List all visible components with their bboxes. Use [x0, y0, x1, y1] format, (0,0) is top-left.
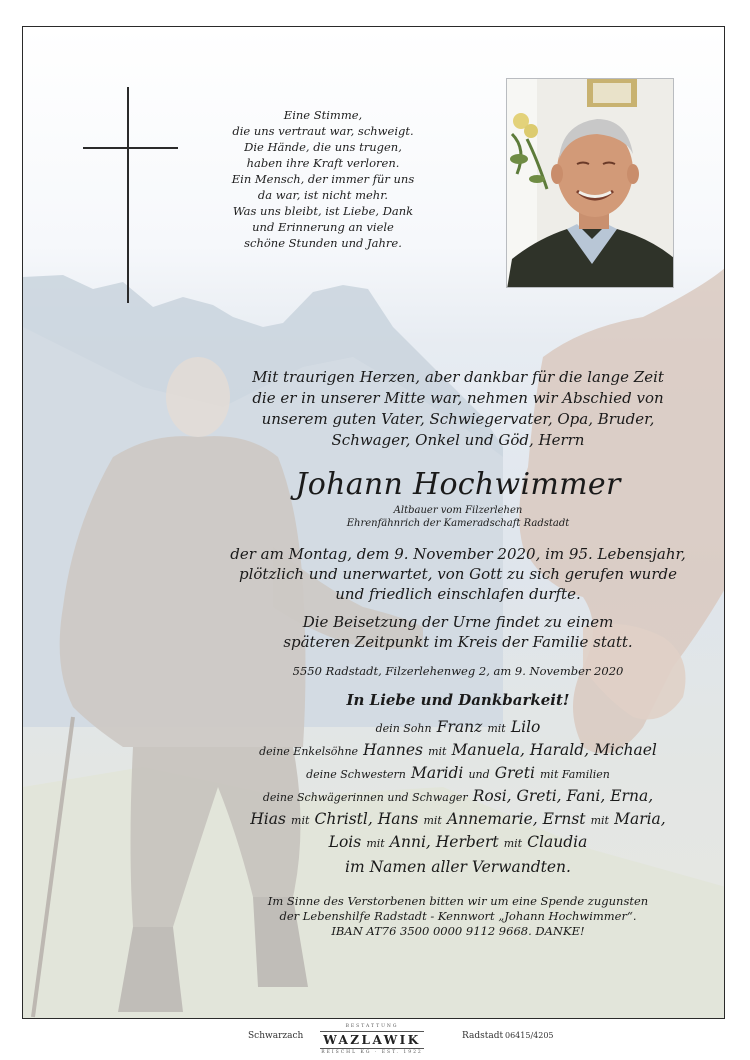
connector: mit: [503, 837, 523, 850]
funeral-home-logo: [312, 1024, 432, 1056]
place-date: 5550 Radstadt, Filzerlehenweg 2, am 9. November 2020: [292, 664, 624, 678]
poem-line: Was uns bleibt, ist Liebe, Dank: [232, 204, 414, 218]
poem-line: schöne Stunden und Jahre.: [244, 236, 402, 250]
poem-line: da war, ist nicht mehr.: [257, 188, 389, 202]
intro-line: die er in unserer Mitte war, nehmen wir Abschied von: [252, 389, 664, 407]
family-name: Lois: [328, 833, 362, 851]
intro-line: Schwager, Onkel und Göd, Herrn: [331, 431, 585, 449]
poem-line: haben ihre Kraft verloren.: [246, 156, 400, 170]
donation-line: der Lebenshilfe Radstadt - Kennwort „Johann Hochwimmer“.: [279, 909, 637, 923]
relation-label: deine Schwägerinnen und Schwager: [262, 791, 468, 804]
connector: mit: [487, 722, 506, 735]
family-name: Rosi, Greti, Fani, Erna,: [472, 787, 654, 805]
connector: mit: [428, 745, 447, 758]
family-name: Maria,: [614, 810, 666, 828]
family-row: [223, 762, 693, 785]
relation-label: deine Enkelsöhne: [259, 745, 359, 758]
connector: mit Familien: [540, 768, 610, 781]
family-name: Hias: [250, 810, 286, 828]
ear-left: [551, 164, 563, 184]
donation-line: IBAN AT76 3500 0000 9112 9668. DANKE!: [331, 924, 585, 938]
relation-label: deine Schwestern: [306, 768, 406, 781]
connector: mit: [590, 814, 609, 827]
deceased-honor: Ehrenfähnrich der Kameradschaft Radstadt: [346, 518, 570, 529]
intro-line: unserem guten Vater, Schwiegervater, Opa, Bruder,: [261, 410, 655, 428]
funeral-home-footer: [0, 1022, 750, 1060]
intro-line: Mit traurigen Herzen, aber dankbar für die lange Zeit: [252, 368, 664, 386]
urn-line: späteren Zeitpunkt im Kreis der Familie statt.: [283, 633, 633, 651]
death-line: plötzlich und unerwartet, von Gott zu sich gerufen wurde: [238, 565, 677, 583]
urn-line: Die Beisetzung der Urne findet zu einem: [302, 613, 614, 631]
man-head: [166, 357, 230, 437]
family-name: Anni, Herbert: [389, 833, 499, 851]
family-row: [223, 808, 693, 831]
connector: und: [468, 768, 490, 781]
logo-bottom-text: REISCHL KG · EST. 1922: [321, 1050, 423, 1055]
family-row: [223, 716, 693, 739]
relatives-line: im Namen aller Verwandten.: [345, 858, 571, 876]
footer-phone: 06415/4205: [505, 1031, 554, 1040]
connector: mit: [366, 837, 385, 850]
poem-line: die uns vertraut war, schweigt.: [232, 124, 414, 138]
poem-line: und Erinnerung an viele: [252, 220, 394, 234]
family-name: Annemarie, Ernst: [446, 810, 586, 828]
death-line: der am Montag, dem 9. November 2020, im 95. Lebensjahr,: [230, 545, 686, 563]
family-name: Franz: [436, 718, 483, 736]
connector: mit: [423, 814, 442, 827]
cross-vertical-bar: [127, 87, 129, 303]
urn-notice: [223, 612, 693, 652]
closing-phrase: In Liebe und Dankbarkeit!: [346, 691, 570, 709]
family-name: Manuela, Harald, Michael: [451, 741, 657, 759]
poem-line: Eine Stimme,: [283, 108, 363, 122]
footer-location-right: Radstadt: [462, 1031, 504, 1041]
donation-request: [223, 894, 693, 939]
death-line: und friedlich einschlafen durfte.: [335, 585, 581, 603]
family-name: Lilo: [510, 718, 541, 736]
family-row: [223, 785, 693, 808]
death-notice: [223, 544, 693, 604]
obituary-text: [223, 367, 693, 939]
ear-right: [627, 164, 639, 184]
family-row: [223, 739, 693, 762]
family-name: Hannes: [363, 741, 423, 759]
deceased-name: Johann Hochwimmer: [295, 467, 621, 502]
poem-line: Ein Mensch, der immer für uns: [231, 172, 415, 186]
portrait-illustration: [507, 79, 674, 288]
memorial-poem: [223, 107, 423, 251]
connector: mit: [291, 814, 310, 827]
family-name: Maridi: [410, 764, 464, 782]
donation-line: Im Sinne des Verstorbenen bitten wir um eine Spende zugunsten: [267, 894, 649, 908]
deceased-title: Altbauer vom Filzerlehen: [393, 505, 523, 516]
relation-label: dein Sohn: [375, 722, 432, 735]
family-row: [223, 831, 693, 854]
family-name: Christl, Hans: [314, 810, 419, 828]
logo-top-text: BESTATTUNG: [345, 1024, 399, 1029]
family-list: [223, 716, 693, 878]
family-name: Greti: [494, 764, 535, 782]
obituary-frame: [22, 26, 725, 1019]
cross-horizontal-bar: [83, 147, 178, 149]
logo-brand: WAZLAWIK: [323, 1033, 421, 1047]
poem-line: Die Hände, die uns trugen,: [244, 140, 402, 154]
portrait-photo: [506, 78, 674, 288]
intro-paragraph: [223, 367, 693, 451]
footer-location-left: Schwarzach: [248, 1031, 304, 1041]
family-name: Claudia: [527, 833, 588, 851]
